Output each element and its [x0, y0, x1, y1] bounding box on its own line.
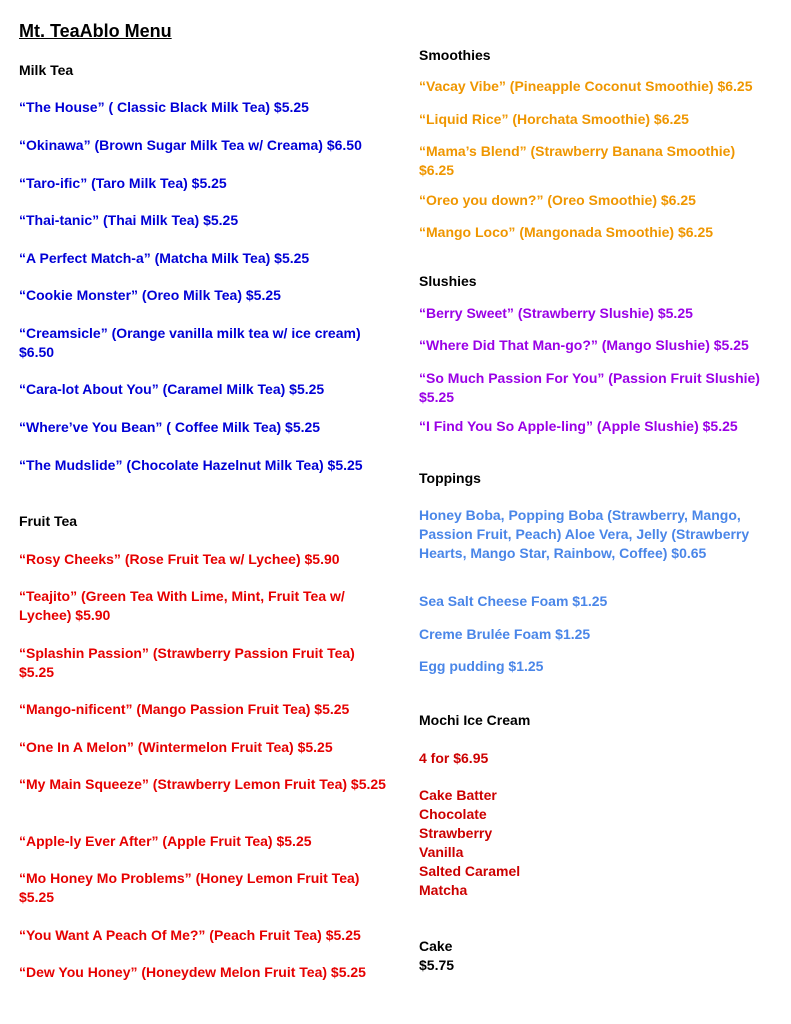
fruit-tea-item: “You Want A Peach Of Me?” (Peach Fruit Tea) $5.25	[19, 927, 361, 943]
fruit-tea-item: “Mo Honey Mo Problems” (Honey Lemon Fruit Tea) $5.25	[19, 870, 360, 905]
fruit-tea-item: “Splashin Passion” (Strawberry Passion Fruit Tea) $5.25	[19, 645, 355, 680]
topping-item: Sea Salt Cheese Foam $1.25	[419, 593, 608, 609]
milk-tea-item: “Okinawa” (Brown Sugar Milk Tea w/ Creama) $6.50	[19, 137, 362, 153]
smoothie-item: “Liquid Rice” (Horchata Smoothie) $6.25	[419, 111, 689, 127]
fruit-tea-item: “Apple-ly Ever After” (Apple Fruit Tea) $5.25	[19, 833, 312, 849]
milk-tea-item: “A Perfect Match-a” (Matcha Milk Tea) $5.25	[19, 250, 310, 266]
mochi-flavor: Vanilla	[419, 844, 464, 860]
mochi-flavor: Strawberry	[419, 825, 493, 841]
mochi-flavor: Cake Batter	[419, 787, 497, 803]
slushie-item: “Where Did That Man-go?” (Mango Slushie) $5.25	[419, 337, 749, 353]
mochi-flavor-list	[419, 786, 779, 900]
slushies-heading: Slushies	[419, 273, 477, 289]
milk-tea-item: “Where’ve You Bean” ( Coffee Milk Tea) $5.25	[19, 419, 321, 435]
smoothie-item: “Oreo you down?” (Oreo Smoothie) $6.25	[419, 192, 696, 208]
mochi-heading: Mochi Ice Cream	[419, 712, 531, 728]
mochi-flavor: Chocolate	[419, 806, 487, 822]
mochi-flavor: Salted Caramel	[419, 863, 521, 879]
fruit-tea-item: “Rosy Cheeks” (Rose Fruit Tea w/ Lychee) $5.90	[19, 551, 340, 567]
smoothie-item: “Mama’s Blend” (Strawberry Banana Smoothie) $6.25	[419, 143, 736, 178]
cake-price: $5.75	[419, 957, 455, 973]
mochi-price: 4 for $6.95	[419, 750, 489, 766]
topping-item: Honey Boba, Popping Boba (Strawberry, Mango, Passion Fruit, Peach) Aloe Vera, Jelly (Strawberry Hearts, Mango Star, Rainbow, Coffee) $0.65	[419, 507, 750, 561]
milk-tea-item: “Cara-lot About You” (Caramel Milk Tea) $5.25	[19, 381, 325, 397]
topping-item: Egg pudding $1.25	[419, 658, 544, 674]
fruit-tea-item: “Teajito” (Green Tea With Lime, Mint, Fruit Tea w/ Lychee) $5.90	[19, 588, 345, 623]
milk-tea-item: “The House” ( Classic Black Milk Tea) $5.25	[19, 99, 309, 115]
fruit-tea-item: “My Main Squeeze” (Strawberry Lemon Fruit Tea) $5.25	[19, 776, 386, 792]
fruit-tea-item: “Dew You Honey” (Honeydew Melon Fruit Tea) $5.25	[19, 964, 366, 980]
smoothie-item: “Mango Loco” (Mangonada Smoothie) $6.25	[419, 224, 714, 240]
toppings-heading: Toppings	[419, 470, 481, 486]
fruit-tea-item: “Mango-nificent” (Mango Passion Fruit Tea) $5.25	[19, 701, 350, 717]
milk-tea-item: “Taro-ific” (Taro Milk Tea) $5.25	[19, 175, 227, 191]
milk-tea-item: “Thai-tanic” (Thai Milk Tea) $5.25	[19, 212, 239, 228]
milk-tea-item: “The Mudslide” (Chocolate Hazelnut Milk Tea) $5.25	[19, 457, 363, 473]
mochi-flavor: Matcha	[419, 882, 468, 898]
milk-tea-heading: Milk Tea	[19, 62, 74, 78]
fruit-tea-heading: Fruit Tea	[19, 513, 78, 529]
slushie-item: “Berry Sweet” (Strawberry Slushie) $5.25	[419, 305, 693, 321]
topping-item: Creme Brulée Foam $1.25	[419, 626, 591, 642]
slushie-item: “I Find You So Apple-ling” (Apple Slushie) $5.25	[419, 418, 738, 434]
milk-tea-item: “Cookie Monster” (Oreo Milk Tea) $5.25	[19, 287, 281, 303]
milk-tea-item: “Creamsicle” (Orange vanilla milk tea w/ ice cream) $6.50	[19, 325, 361, 360]
smoothies-heading: Smoothies	[419, 47, 491, 63]
fruit-tea-item: “One In A Melon” (Wintermelon Fruit Tea) $5.25	[19, 739, 333, 755]
slushie-item: “So Much Passion For You” (Passion Fruit Slushie) $5.25	[419, 370, 760, 405]
menu-title: Mt. TeaAblo Menu	[19, 21, 172, 41]
cake-heading: Cake	[419, 938, 453, 954]
smoothie-item: “Vacay Vibe” (Pineapple Coconut Smoothie) $6.25	[419, 78, 753, 94]
